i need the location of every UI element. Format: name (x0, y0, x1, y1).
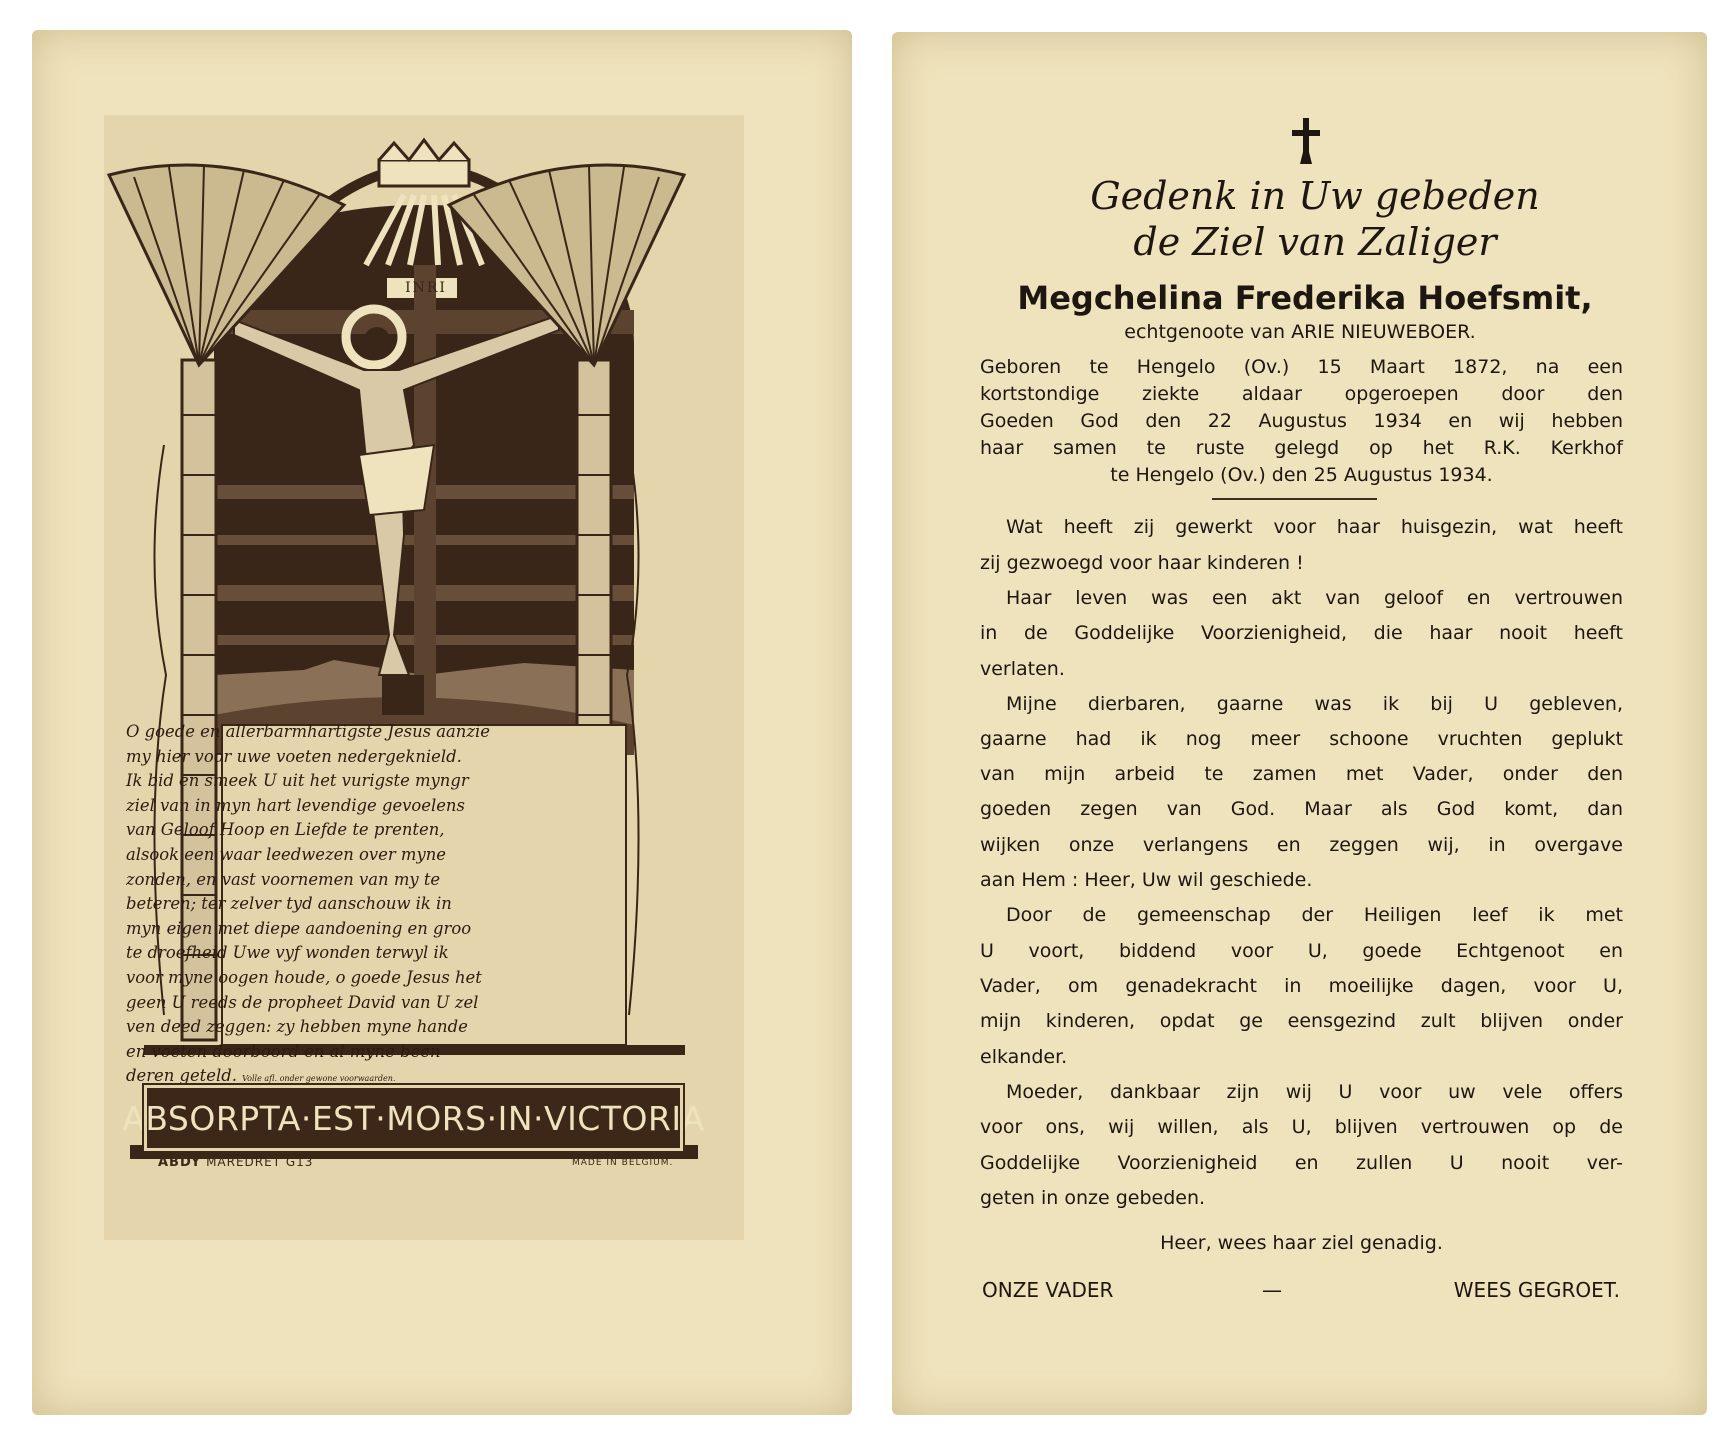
prayer-line: geen U reeds de propheet David van U zel (126, 992, 479, 1012)
bio-line: haar samen te ruste gelegd op het R.K. Kerkhof (980, 437, 1623, 459)
body-line: U voort, biddend voor U, goede Echtgenoot en (980, 940, 1623, 962)
prayer-last-line: deren geteld. (126, 1066, 237, 1086)
prayer-line: Ik bid en smeek U uit het vurigste myngr (126, 771, 469, 791)
body-line: van mijn arbeid te zamen met Vader, onder den (980, 763, 1623, 785)
origin-imprint: MADE IN BELGIUM. (572, 1158, 674, 1168)
prayer-line: zonden, en vast voornemen van my te (126, 869, 441, 889)
bio-line: Geboren te Hengelo (Ov.) 15 Maart 1872, na een (980, 356, 1623, 378)
prayer-line: voor myne oogen houde, o goede Jesus het (126, 967, 482, 987)
inri-plaque-text: INRI (405, 280, 447, 296)
body-line: verlaten. (980, 658, 1065, 680)
prayer-line: myn eigen met diepe aandoening en groo (126, 918, 472, 938)
body-line: goeden zegen van God. Maar als God komt, dan (980, 798, 1623, 820)
body-line: voor ons, wij willen, als U, blijven vertrouwen op de (980, 1116, 1623, 1138)
body-line: wijken onze verlangens en zeggen wij, in overgave (980, 834, 1623, 856)
indulgence-prayer (126, 720, 516, 1086)
prayer-line: te droefheid Uwe vyf wonden terwyl ik (126, 943, 449, 963)
body-line: geten in onze gebeden. (980, 1187, 1206, 1209)
bio-line: kortstondige ziekte aldaar opgeroepen door den (980, 383, 1623, 405)
prayer-line: van Geloof Hoop en Liefde te prenten, (126, 820, 445, 840)
crown-icon (379, 140, 469, 186)
body-line: Goddelijke Voorzienigheid en zullen U nooit ver- (980, 1152, 1623, 1174)
prayer-line: O goede en allerbarmhartigste Jesus aanzie (126, 722, 490, 741)
body-line: Wat heeft zij gewerkt voor haar huisgezin, wat heeft (1006, 516, 1623, 538)
prayer-line: en voeten doorboord en al myne been (126, 1041, 441, 1061)
body-line: in de Goddelijke Voorzienigheid, die haar nooit heeft (980, 622, 1623, 644)
heading-line-1: Gedenk in Uw gebeden (1090, 174, 1540, 218)
body-line: Haar leven was een akt van geloof en vertrouwen (1006, 587, 1623, 609)
publisher-name: ABDY (158, 1155, 202, 1170)
body-line: gaarne had ik nog meer schoone vruchten geplukt (980, 728, 1623, 750)
closing-dash: — (1262, 1278, 1282, 1302)
body-line: zij gezwoegd voor haar kinderen ! (980, 552, 1304, 574)
prayer-line: alsook een waar leedwezen over myne (126, 844, 446, 864)
closing-hail-mary: WEES GEGROET. (1453, 1278, 1620, 1302)
deceased-name: Megchelina Frederika Hoefsmit, (1017, 279, 1593, 317)
spouse-line: echtgenoote van ARIE NIEUWEBOER. (1124, 321, 1476, 343)
body-line: Mijne dierbaren, gaarne was ik bij U gebleven, (1006, 693, 1623, 715)
body-line: Vader, om genadekracht in moeilijke dagen, voor U, (980, 975, 1623, 997)
bio-line: te Hengelo (Ov.) den 25 Augustus 1934. (1110, 464, 1493, 486)
prayer-line: beteren; ter zelver tyd aanschouw ik in (126, 894, 452, 914)
divider-rule (1212, 498, 1377, 500)
body-line: elkander. (980, 1046, 1068, 1068)
farewell-line: Heer, wees haar ziel genadig. (1160, 1232, 1443, 1254)
bio-line: Goeden God den 22 Augustus 1934 en wij hebben (980, 410, 1623, 432)
cross-icon (1290, 118, 1322, 166)
publisher-code: MAREDRET G13 (206, 1155, 314, 1169)
body-line: Door de gemeenschap der Heiligen leef ik met (1006, 904, 1623, 926)
indulgence-note: Volle afl. onder gewone voorwaarden. (242, 1074, 396, 1084)
publisher-imprint (158, 1155, 313, 1170)
closing-our-father: ONZE VADER (982, 1278, 1114, 1302)
latin-motto: ABSORPTA·EST·MORS·IN·VICTORIA (144, 1085, 683, 1151)
prayer-line: my hier voor uwe voeten nedergeknield. (126, 746, 462, 766)
heading-line-2: de Ziel van Zaliger (1133, 220, 1497, 264)
body-line: mijn kinderen, opdat ge eensgezind zult blijven onder (980, 1010, 1623, 1032)
body-line: aan Hem : Heer, Uw wil geschiede. (980, 869, 1313, 891)
prayer-line: ven deed zeggen: zy hebben myne hande (126, 1017, 468, 1037)
prayer-line: ziel van in myn hart levendige gevoelens (126, 795, 465, 815)
body-line: Moeder, dankbaar zijn wij U voor uw vele offers (1006, 1081, 1623, 1103)
